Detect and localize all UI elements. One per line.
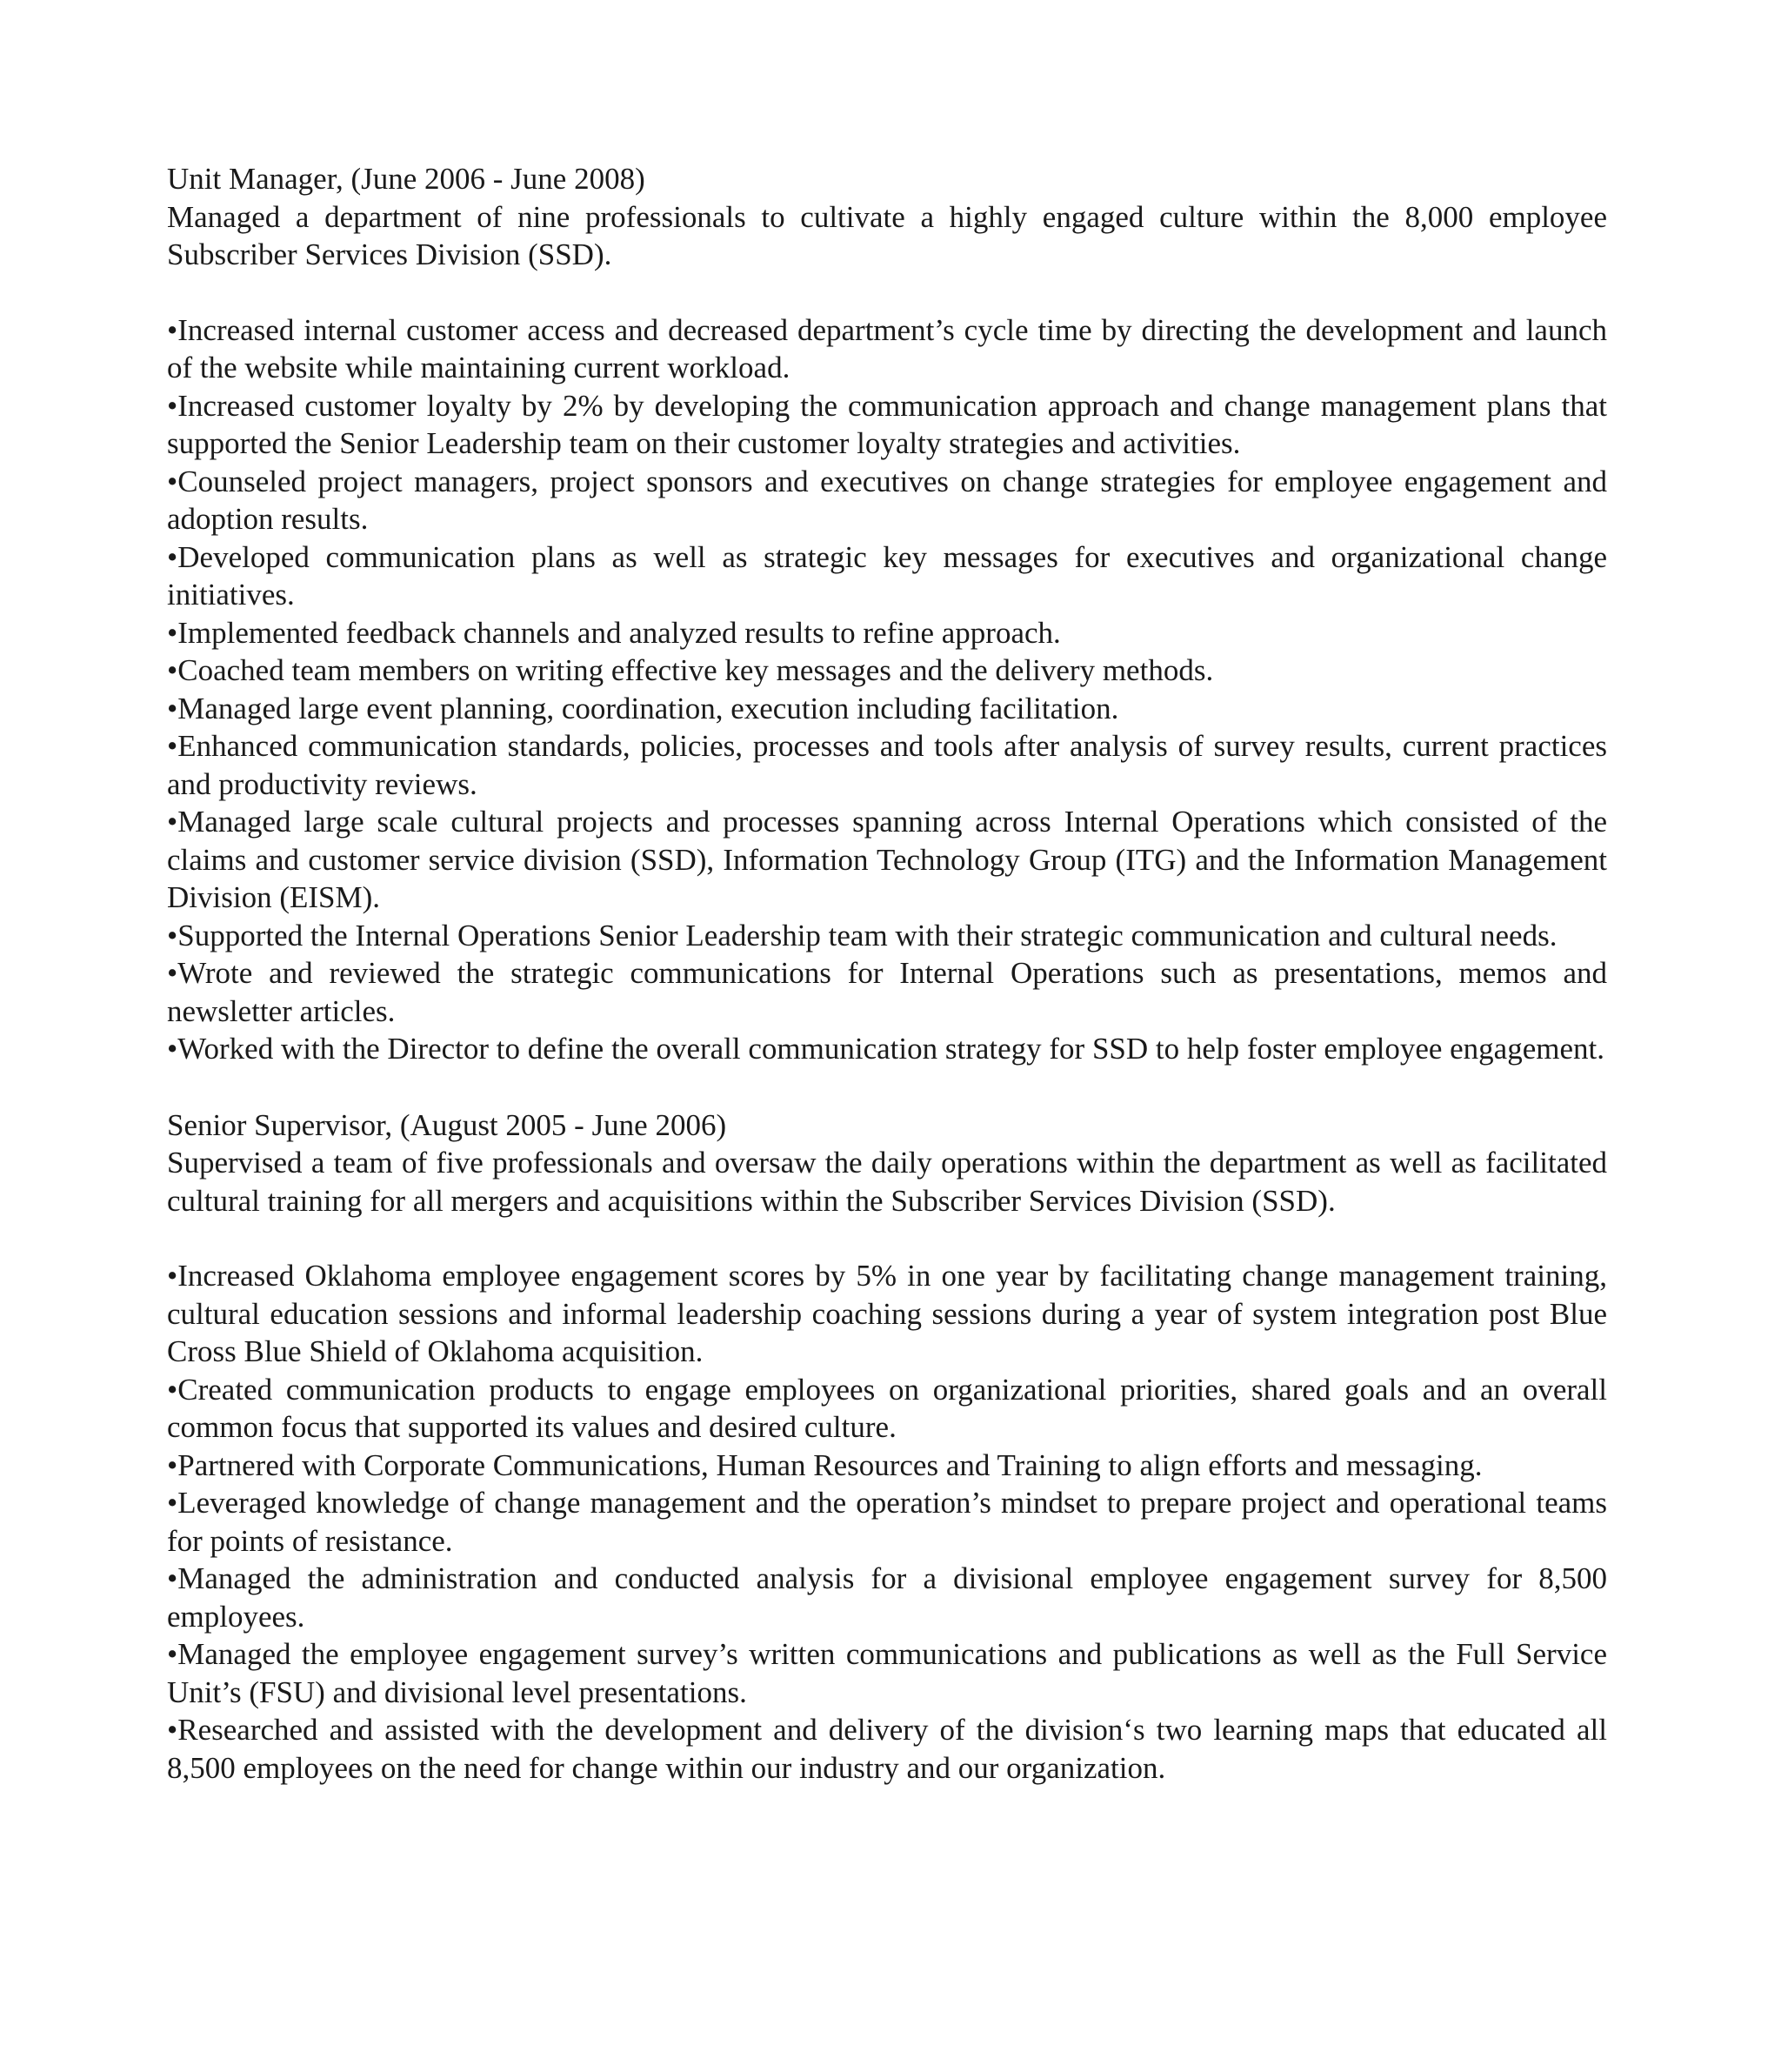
bullet-text: Implemented feedback channels and analyzed results to refine approach. — [177, 615, 1061, 650]
list-item — [167, 538, 1607, 614]
list-item — [167, 1447, 1607, 1485]
list-item — [167, 311, 1607, 387]
bullet-icon: • — [167, 388, 178, 423]
bullet-icon: • — [167, 1561, 178, 1595]
list-item — [167, 1635, 1607, 1711]
list-item — [167, 690, 1607, 728]
bullet-text: Supported the Internal Operations Senior Leadership team with their strategic communication and cultural needs. — [177, 918, 1558, 952]
bullet-icon: • — [167, 1713, 178, 1747]
bullet-text: Managed the employee engagement survey’s written communications and publications as well as the Full Service Unit’s (FSU) and divisional level presentations. — [167, 1637, 1607, 1709]
list-item — [167, 463, 1607, 538]
bullet-icon: • — [167, 1486, 178, 1520]
accomplishment-list — [167, 311, 1607, 1068]
list-item — [167, 1030, 1607, 1068]
bullet-text: Created communication products to engage employees on organizational priorities, shared goals and an overall common focus that supported its values and desired culture. — [167, 1372, 1607, 1444]
list-item — [167, 1257, 1607, 1371]
bullet-icon: • — [167, 312, 178, 347]
bullet-text: Increased Oklahoma employee engagement scores by 5% in one year by facilitating change management training, cultural education sessions and informal leadership coaching sessions during a year of system integration post Blue Cross Blue Shield of Oklahoma acquisition. — [167, 1259, 1607, 1368]
list-item — [167, 803, 1607, 917]
list-item — [167, 1560, 1607, 1635]
bullet-icon: • — [167, 1447, 178, 1482]
job-section-unit-manager — [167, 160, 1607, 1068]
job-summary: Managed a department of nine professionals to cultivate a highly engaged culture within the 8,000 employee Subscriber Services Division (SSD). — [167, 199, 1607, 271]
bullet-icon: • — [167, 615, 178, 650]
bullet-icon: • — [167, 653, 178, 687]
job-title: Unit Manager, (June 2006 - June 2008) — [167, 162, 645, 196]
list-item — [167, 917, 1607, 955]
bullet-icon: • — [167, 1372, 178, 1407]
job-title: Senior Supervisor, (August 2005 - June 2006) — [167, 1107, 727, 1142]
bullet-icon: • — [167, 1259, 178, 1293]
bullet-icon: • — [167, 956, 178, 990]
resume-page — [167, 160, 1607, 1787]
bullet-text: Worked with the Director to define the overall communication strategy for SSD to help foster employee engagement. — [177, 1032, 1604, 1066]
bullet-text: Managed the administration and conducted analysis for a divisional employee engagement survey for 8,500 employees. — [167, 1561, 1607, 1634]
list-item — [167, 614, 1607, 652]
list-item — [167, 652, 1607, 690]
bullet-text: Wrote and reviewed the strategic communications for Internal Operations such as presentations, memos and newsletter articles. — [167, 956, 1607, 1028]
list-item — [167, 1371, 1607, 1447]
bullet-icon: • — [167, 1637, 178, 1671]
bullet-icon: • — [167, 918, 178, 952]
bullet-text: Enhanced communication standards, policies, processes and tools after analysis of survey results, current practices and productivity reviews. — [167, 729, 1607, 801]
list-item — [167, 1711, 1607, 1787]
bullet-text: Increased customer loyalty by 2% by developing the communication approach and change management plans that supported the Senior Leadership team on their customer loyalty strategies and activities. — [167, 388, 1607, 460]
bullet-text: Coached team members on writing effective key messages and the delivery methods. — [177, 653, 1214, 687]
list-item — [167, 1484, 1607, 1560]
list-item — [167, 387, 1607, 463]
bullet-text: Developed communication plans as well as strategic key messages for executives and organizational change initiatives. — [167, 539, 1607, 612]
bullet-icon: • — [167, 464, 178, 498]
bullet-text: Increased internal customer access and decreased department’s cycle time by directing the development and launch of the website while maintaining current workload. — [167, 312, 1607, 384]
accomplishment-list — [167, 1257, 1607, 1787]
bullet-text: Managed large event planning, coordination, execution including facilitation. — [177, 691, 1119, 725]
bullet-icon: • — [167, 729, 178, 763]
bullet-text: Managed large scale cultural projects and processes spanning across Internal Operations which consisted of the claims and customer service division (SSD), Information Technology Group (ITG) and the Information Management Division (EISM). — [167, 805, 1607, 914]
bullet-text: Researched and assisted with the development and delivery of the division‘s two learning maps that educated all 8,500 employees on the need for change within our industry and our organization. — [167, 1713, 1607, 1785]
job-section-senior-supervisor — [167, 1106, 1607, 1788]
bullet-icon: • — [167, 691, 178, 725]
bullet-icon: • — [167, 805, 178, 839]
bullet-icon: • — [167, 1032, 178, 1066]
bullet-icon: • — [167, 539, 178, 574]
bullet-text: Leveraged knowledge of change management and the operation’s mindset to prepare project and operational teams for points of resistance. — [167, 1486, 1607, 1558]
list-item — [167, 727, 1607, 803]
job-summary: Supervised a team of five professionals and oversaw the daily operations within the department as well as facilitated cultural training for all mergers and acquisitions within the Subscriber Services Division (SSD). — [167, 1146, 1607, 1218]
bullet-text: Counseled project managers, project sponsors and executives on change strategies for employee engagement and adoption results. — [167, 464, 1607, 536]
list-item — [167, 954, 1607, 1030]
bullet-text: Partnered with Corporate Communications, Human Resources and Training to align efforts and messaging. — [177, 1447, 1483, 1482]
